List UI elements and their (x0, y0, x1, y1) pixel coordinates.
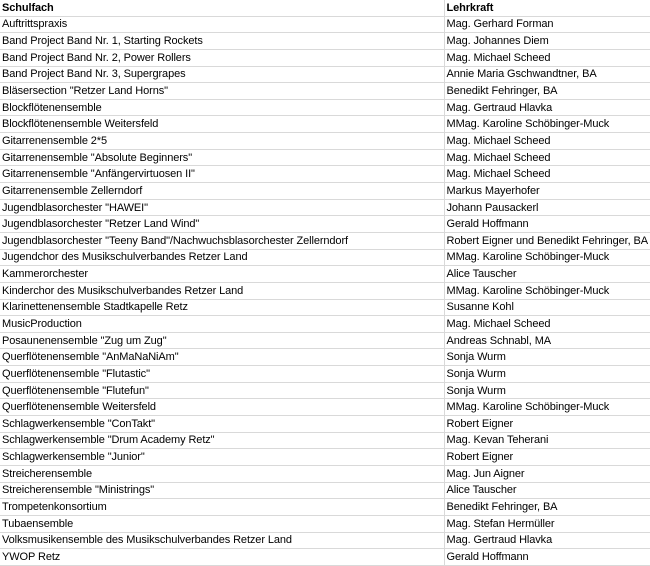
cell-lehrkraft[interactable]: Benedikt Fehringer, BA (444, 499, 650, 516)
cell-lehrkraft[interactable]: Johann Pausackerl (444, 199, 650, 216)
cell-lehrkraft[interactable]: Mag. Gerhard Forman (444, 16, 650, 33)
cell-schulfach[interactable]: Jugendblasorchester "HAWEI" (0, 199, 444, 216)
cell-lehrkraft[interactable]: Robert Eigner (444, 416, 650, 433)
cell-schulfach[interactable]: Blockflötenensemble (0, 99, 444, 116)
cell-lehrkraft[interactable]: Mag. Michael Scheed (444, 316, 650, 333)
table-row (0, 266, 650, 283)
cell-lehrkraft[interactable]: Mag. Kevan Teherani (444, 432, 650, 449)
cell-schulfach[interactable]: Jugendchor des Musikschulverbandes Retzer Land (0, 249, 444, 266)
table-row (0, 116, 650, 133)
table-row (0, 232, 650, 249)
cell-lehrkraft[interactable]: Mag. Johannes Diem (444, 33, 650, 50)
cell-schulfach[interactable]: Schlagwerkensemble "Junior" (0, 449, 444, 466)
cell-schulfach[interactable]: Klarinettenensemble Stadtkapelle Retz (0, 299, 444, 316)
table-row (0, 382, 650, 399)
cell-lehrkraft[interactable]: Sonja Wurm (444, 349, 650, 366)
cell-schulfach[interactable]: Tubaensemble (0, 515, 444, 532)
table-row (0, 399, 650, 416)
cell-schulfach[interactable]: Bläsersection "Retzer Land Horns" (0, 83, 444, 100)
cell-schulfach[interactable]: Blockflötenensemble Weitersfeld (0, 116, 444, 133)
cell-lehrkraft[interactable]: Benedikt Fehringer, BA (444, 83, 650, 100)
table-row (0, 99, 650, 116)
cell-lehrkraft[interactable]: MMag. Karoline Schöbinger-Muck (444, 116, 650, 133)
cell-lehrkraft[interactable]: MMag. Karoline Schöbinger-Muck (444, 282, 650, 299)
cell-lehrkraft[interactable]: Mag. Michael Scheed (444, 149, 650, 166)
table-row (0, 249, 650, 266)
cell-schulfach[interactable]: Schlagwerkensemble "ConTakt" (0, 416, 444, 433)
cell-lehrkraft[interactable]: Alice Tauscher (444, 266, 650, 283)
table-row (0, 149, 650, 166)
header-row (0, 0, 650, 16)
cell-lehrkraft[interactable]: Mag. Michael Scheed (444, 166, 650, 183)
table-row (0, 199, 650, 216)
cell-schulfach[interactable]: Jugendblasorchester "Retzer Land Wind" (0, 216, 444, 233)
cell-schulfach[interactable]: Gitarrenensemble "Absolute Beginners" (0, 149, 444, 166)
table-row (0, 515, 650, 532)
cell-schulfach[interactable]: Querflötenensemble Weitersfeld (0, 399, 444, 416)
table-row (0, 33, 650, 50)
cell-schulfach[interactable]: Kinderchor des Musikschulverbandes Retzer Land (0, 282, 444, 299)
table-row (0, 299, 650, 316)
cell-lehrkraft[interactable]: Mag. Michael Scheed (444, 133, 650, 150)
table-row (0, 166, 650, 183)
cell-schulfach[interactable]: Streicherensemble (0, 465, 444, 482)
table-row (0, 282, 650, 299)
table-row (0, 532, 650, 549)
table-row (0, 332, 650, 349)
cell-schulfach[interactable]: Gitarrenensemble Zellerndorf (0, 183, 444, 200)
cell-lehrkraft[interactable]: Alice Tauscher (444, 482, 650, 499)
table-row (0, 349, 650, 366)
cell-schulfach[interactable]: Gitarrenensemble "Anfängervirtuosen II" (0, 166, 444, 183)
table-row (0, 83, 650, 100)
table-row (0, 432, 650, 449)
cell-lehrkraft[interactable]: MMag. Karoline Schöbinger-Muck (444, 249, 650, 266)
table-row (0, 316, 650, 333)
cell-lehrkraft[interactable]: Mag. Jun Aigner (444, 465, 650, 482)
table-row (0, 216, 650, 233)
table-row (0, 49, 650, 66)
cell-lehrkraft[interactable]: Sonja Wurm (444, 382, 650, 399)
cell-schulfach[interactable]: MusicProduction (0, 316, 444, 333)
cell-schulfach[interactable]: Schlagwerkensemble "Drum Academy Retz" (0, 432, 444, 449)
cell-schulfach[interactable]: Auftrittspraxis (0, 16, 444, 33)
cell-lehrkraft[interactable]: Mag. Stefan Hermüller (444, 515, 650, 532)
table-row (0, 449, 650, 466)
column-header-lehrkraft[interactable]: Lehrkraft (444, 0, 650, 16)
table-row (0, 465, 650, 482)
cell-schulfach[interactable]: Band Project Band Nr. 2, Power Rollers (0, 49, 444, 66)
cell-schulfach[interactable]: Posaunenensemble "Zug um Zug" (0, 332, 444, 349)
cell-lehrkraft[interactable]: MMag. Karoline Schöbinger-Muck (444, 399, 650, 416)
cell-lehrkraft[interactable]: Gerald Hoffmann (444, 216, 650, 233)
cell-lehrkraft[interactable]: Susanne Kohl (444, 299, 650, 316)
table-row (0, 482, 650, 499)
cell-lehrkraft[interactable]: Robert Eigner und Benedikt Fehringer, BA (444, 232, 650, 249)
cell-schulfach[interactable]: Trompetenkonsortium (0, 499, 444, 516)
table-row (0, 549, 650, 566)
cell-schulfach[interactable]: Band Project Band Nr. 1, Starting Rockets (0, 33, 444, 50)
cell-schulfach[interactable]: Streicherensemble "Ministrings" (0, 482, 444, 499)
cell-schulfach[interactable]: Querflötenensemble "Flutastic" (0, 366, 444, 383)
cell-lehrkraft[interactable]: Mag. Michael Scheed (444, 49, 650, 66)
cell-schulfach[interactable]: Querflötenensemble "Flutefun" (0, 382, 444, 399)
cell-lehrkraft[interactable]: Andreas Schnabl, MA (444, 332, 650, 349)
cell-lehrkraft[interactable]: Markus Mayerhofer (444, 183, 650, 200)
cell-schulfach[interactable]: Kammerorchester (0, 266, 444, 283)
cell-schulfach[interactable]: Gitarrenensemble 2*5 (0, 133, 444, 150)
cell-schulfach[interactable]: Querflötenensemble "AnMaNaNiAm" (0, 349, 444, 366)
table-row (0, 416, 650, 433)
cell-lehrkraft[interactable]: Gerald Hoffmann (444, 549, 650, 566)
cell-schulfach[interactable]: Volksmusikensemble des Musikschulverbandes Retzer Land (0, 532, 444, 549)
table-row (0, 366, 650, 383)
table-row (0, 133, 650, 150)
cell-schulfach[interactable]: Band Project Band Nr. 3, Supergrapes (0, 66, 444, 83)
table-body (0, 16, 650, 565)
cell-lehrkraft[interactable]: Mag. Gertraud Hlavka (444, 99, 650, 116)
cell-schulfach[interactable]: YWOP Retz (0, 549, 444, 566)
cell-lehrkraft[interactable]: Robert Eigner (444, 449, 650, 466)
table-row (0, 183, 650, 200)
table-row (0, 16, 650, 33)
cell-lehrkraft[interactable]: Mag. Gertraud Hlavka (444, 532, 650, 549)
cell-lehrkraft[interactable]: Sonja Wurm (444, 366, 650, 383)
column-header-schulfach[interactable]: Schulfach (0, 0, 444, 16)
table-row (0, 499, 650, 516)
table-row (0, 66, 650, 83)
cell-lehrkraft[interactable]: Annie Maria Gschwandtner, BA (444, 66, 650, 83)
cell-schulfach[interactable]: Jugendblasorchester "Teeny Band"/Nachwuchsblasorchester Zellerndorf (0, 232, 444, 249)
